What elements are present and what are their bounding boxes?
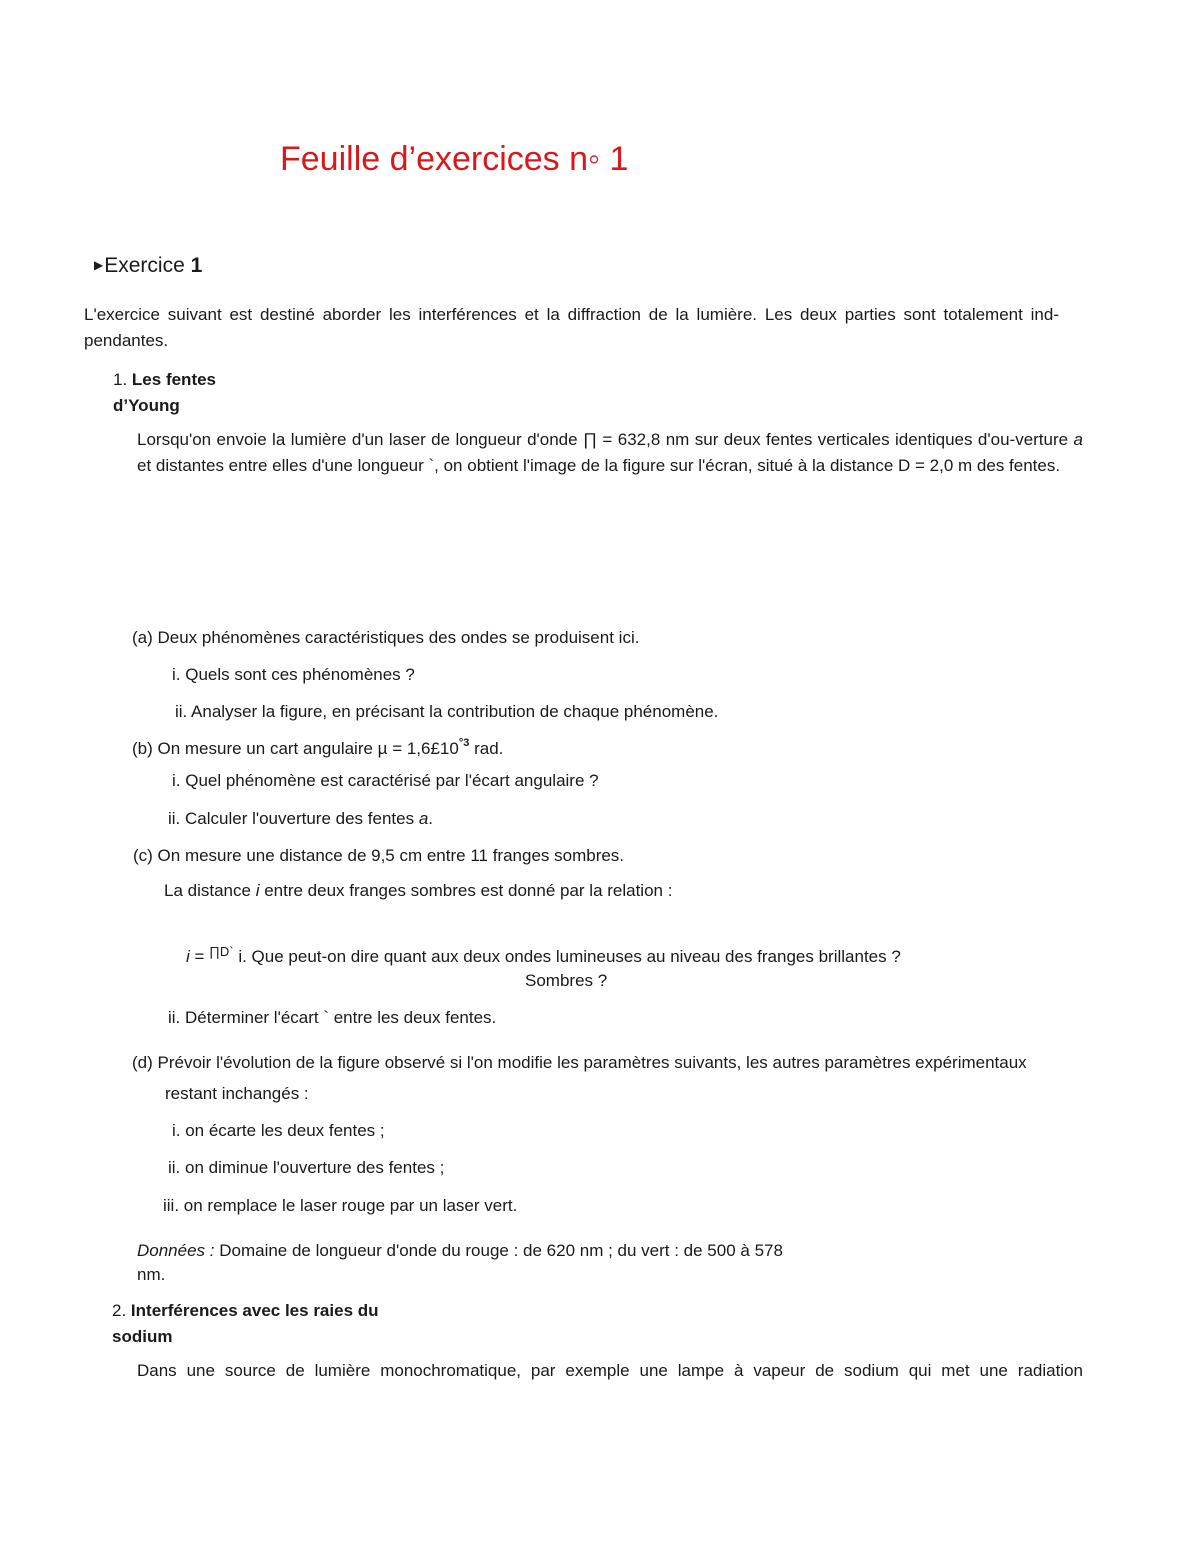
triangle-marker-icon: ▶ bbox=[94, 258, 104, 272]
question-c-ii: ii. Déterminer l'écart ` entre les deux fentes. bbox=[168, 1008, 497, 1027]
question-a-i: i. Quels sont ces phénomènes ? bbox=[172, 665, 415, 684]
part1-heading: 1. Les fentes bbox=[113, 370, 217, 389]
question-d-iii: iii. on remplace le laser rouge par un laser vert. bbox=[163, 1196, 518, 1215]
question-c-i: i. Que peut-on dire quant aux deux ondes lumineuses au niveau des franges brillantes ? bbox=[238, 947, 901, 966]
question-b: (b) On mesure un cart angulaire $\mu = 1,6£10^{^\circ 3}$ rad. bbox=[132, 737, 504, 758]
question-d-ii: ii. on diminue l'ouverture des fentes ; bbox=[168, 1158, 445, 1177]
question-a: (a) Deux phénomènes caractéristiques des ondes se produisent ici. bbox=[132, 628, 640, 647]
formula-numerator: ∏D bbox=[209, 944, 230, 959]
question-d-line2: restant inchangés : bbox=[165, 1084, 309, 1103]
exercise-intro: L'exercice suivant est destiné aborder les interférences et la diffraction de la lumière. Les deux parties sont totalement ind-pendantes. bbox=[84, 305, 1059, 350]
question-b-ii: ii. Calculer l'ouverture des fentes a. bbox=[168, 809, 434, 828]
exercise-heading bbox=[94, 254, 202, 278]
question-c-relation: La distance i entre deux franges sombres est donné par la relation : bbox=[164, 881, 673, 900]
question-b-i: i. Quel phénomène est caractérisé par l'écart angulaire ? bbox=[172, 771, 599, 790]
exercise-number: 1 bbox=[190, 254, 203, 277]
part2-heading-line2: sodium bbox=[112, 1327, 173, 1346]
donnees-line: Données : Domaine de longueur d'onde du rouge : de 620 nm ; du vert : de 500 à 578 bbox=[137, 1241, 783, 1260]
question-c-formula-and-i: i = $^{\prod D`}$ i. Que peut-on dire quant aux deux ondes lumineuses au niveau des franges brillantes ? bbox=[186, 944, 901, 966]
question-d-i: i. on écarte les deux fentes ; bbox=[172, 1121, 385, 1140]
formula-variable: i bbox=[186, 947, 190, 966]
part2-paragraph: Dans une source de lumière monochromatique, par exemple une lampe à vapeur de sodium qui met une radiation bbox=[137, 1361, 1083, 1380]
part2-heading: 2. Interférences avec les raies du bbox=[112, 1301, 379, 1320]
donnees-line2: nm. bbox=[137, 1265, 166, 1284]
question-c: (c) On mesure une distance de 9,5 cm entre 11 franges sombres. bbox=[133, 846, 625, 865]
page-title: Feuille d’exercices n◦ 1 bbox=[280, 140, 629, 178]
exercise-label: Exercice bbox=[104, 254, 185, 277]
part1-paragraph: Lorsqu'on envoie la lumière d'un laser de longueur d'onde ∏ = 632,8 nm sur deux fentes verticales identiques d'ou-verture a et distantes entre elles d'une longueur `, on obtient l'image de la figure sur l'écran, situé à la distance D = 2,0 m des fentes. bbox=[137, 430, 1083, 475]
question-d: (d) Prévoir l'évolution de la figure observé si l'on modifie les paramètres suivants, les autres paramètres expérimentaux bbox=[132, 1053, 1027, 1072]
formula-denominator: ` bbox=[229, 944, 234, 959]
question-a-ii: ii. Analyser la figure, en précisant la contribution de chaque phénomène. bbox=[175, 702, 719, 721]
question-c-i-continued: Sombres ? bbox=[525, 971, 608, 990]
part1-heading-line2: d’Young bbox=[113, 396, 180, 415]
